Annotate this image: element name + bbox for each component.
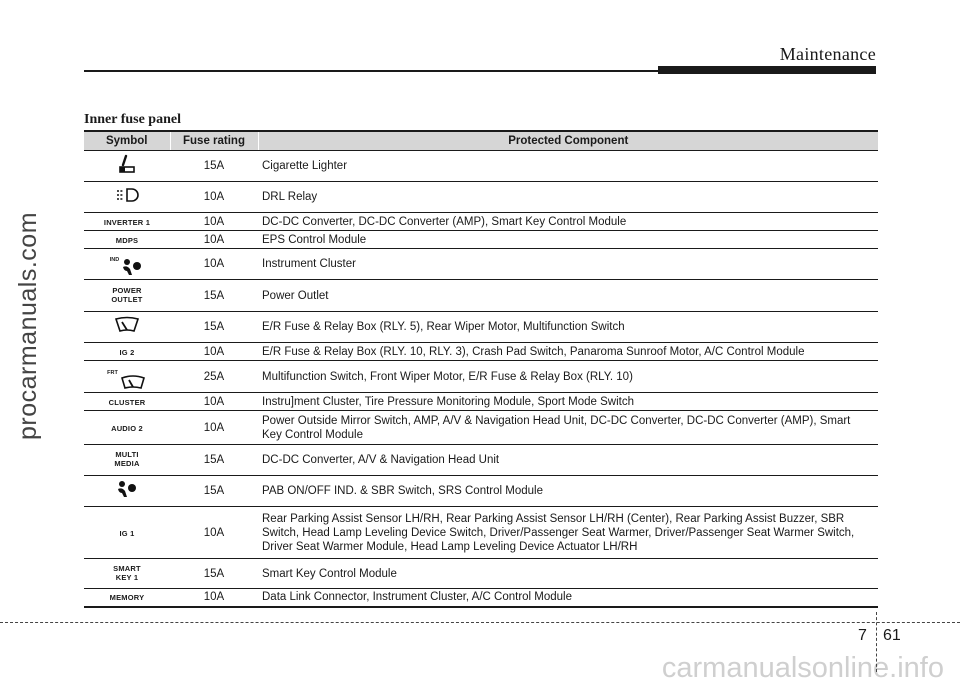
- protected-component-cell: Data Link Connector, Instrument Cluster, A/C Control Module: [258, 589, 878, 607]
- protected-component-cell: DRL Relay: [258, 182, 878, 213]
- fuse-rating-cell: 15A: [170, 445, 258, 476]
- column-header-symbol: Symbol: [84, 131, 170, 151]
- symbol-cell: [84, 445, 170, 476]
- symbol-small-label: IND: [109, 257, 120, 263]
- symbol-label: MULTI MEDIA: [114, 450, 140, 468]
- watermark-left: procarmanuals.com: [14, 211, 42, 440]
- protected-component-cell: Instrument Cluster: [258, 249, 878, 280]
- fuse-rating-cell: 10A: [170, 213, 258, 231]
- fuse-rating-cell: 10A: [170, 343, 258, 361]
- protected-component-cell: PAB ON/OFF IND. & SBR Switch, SRS Control Module: [258, 476, 878, 507]
- symbol-label: MEMORY: [109, 593, 145, 603]
- footer-dashed-line: [0, 622, 960, 623]
- fuse-rating-cell: 10A: [170, 507, 258, 559]
- symbol-cell: [84, 343, 170, 361]
- protected-component-cell: DC-DC Converter, A/V & Navigation Head Unit: [258, 445, 878, 476]
- table-row: [84, 476, 878, 507]
- table-row: [84, 507, 878, 559]
- symbol-cell: [84, 231, 170, 249]
- airbag-icon: [115, 479, 139, 499]
- watermark-bottom: carmanualsonline.info: [661, 652, 944, 684]
- column-header-fuse-rating: Fuse rating: [170, 131, 258, 151]
- table-row: [84, 361, 878, 393]
- table-row: [84, 445, 878, 476]
- symbol-label: SMART KEY 1: [113, 563, 141, 582]
- table-row: [84, 312, 878, 343]
- cigarette-lighter-icon: [114, 152, 140, 176]
- symbol-cell: [84, 393, 170, 411]
- symbol-label: CLUSTER: [108, 397, 146, 407]
- fuse-rating-cell: 15A: [170, 559, 258, 589]
- symbol-label: POWER OUTLET: [111, 285, 143, 304]
- protected-component-cell: E/R Fuse & Relay Box (RLY. 10, RLY. 3), Crash Pad Switch, Panaroma Sunroof Motor, A/C Control Module: [258, 343, 878, 361]
- symbol-label: MDPS: [115, 235, 139, 245]
- front-wiper-icon: [107, 370, 147, 390]
- symbol-cell: [84, 361, 170, 393]
- page-number: 61: [883, 627, 901, 644]
- fuse-rating-cell: 10A: [170, 231, 258, 249]
- protected-component-cell: Instru]ment Cluster, Tire Pressure Monitoring Module, Sport Mode Switch: [258, 393, 878, 411]
- symbol-cell: [84, 280, 170, 312]
- protected-component-cell: Power Outlet: [258, 280, 878, 312]
- table-header-row: [84, 131, 878, 151]
- symbol-cell: [84, 312, 170, 343]
- symbol-label: INVERTER 1: [103, 217, 151, 227]
- table-row: [84, 559, 878, 589]
- section-number: 7: [858, 627, 867, 644]
- symbol-cell: [84, 589, 170, 607]
- fuse-rating-cell: 25A: [170, 361, 258, 393]
- fuse-rating-cell: 15A: [170, 151, 258, 182]
- table-row: [84, 213, 878, 231]
- table-row: [84, 182, 878, 213]
- table-row: [84, 589, 878, 607]
- protected-component-cell: Power Outside Mirror Switch, AMP, A/V & Navigation Head Unit, DC-DC Converter, DC-DC Converter (AMP), Smart Key Control Module: [258, 411, 878, 445]
- protected-component-cell: E/R Fuse & Relay Box (RLY. 5), Rear Wiper Motor, Multifunction Switch: [258, 312, 878, 343]
- table-row: [84, 249, 878, 280]
- symbol-cell: [84, 476, 170, 507]
- table-row: [84, 231, 878, 249]
- rear-wiper-icon: [113, 315, 141, 335]
- fuse-rating-cell: 15A: [170, 476, 258, 507]
- fuse-rating-cell: 10A: [170, 249, 258, 280]
- header-rule-bar: [658, 66, 876, 74]
- symbol-cell: [84, 151, 170, 182]
- symbol-label: AUDIO 2: [111, 423, 143, 433]
- protected-component-cell: Smart Key Control Module: [258, 559, 878, 589]
- protected-component-cell: Rear Parking Assist Sensor LH/RH, Rear Parking Assist Sensor LH/RH (Center), Rear Parking Assist Buzzer, SBR Switch, Head Lamp Leveling Device Switch, Driver/Passenger Seat Warmer, Driver/Passenger Seat Warmer Switch, Driver Seat Warmer Module, Head Lamp Leveling Device Actuator LH/RH: [258, 507, 878, 559]
- symbol-label: IG 2: [119, 347, 135, 357]
- fuse-rating-cell: 10A: [170, 393, 258, 411]
- table-row: [84, 280, 878, 312]
- table-row: [84, 411, 878, 445]
- symbol-label: IG 1: [119, 528, 135, 538]
- symbol-cell: [84, 182, 170, 213]
- header-rule: [84, 70, 660, 72]
- protected-component-cell: Cigarette Lighter: [258, 151, 878, 182]
- protected-component-cell: DC-DC Converter, DC-DC Converter (AMP), Smart Key Control Module: [258, 213, 878, 231]
- symbol-cell: [84, 411, 170, 445]
- airbag-indicator-icon: [110, 257, 144, 277]
- fuse-rating-cell: 15A: [170, 312, 258, 343]
- footer-dashed-divider: [876, 612, 877, 672]
- symbol-small-label: FRT: [107, 369, 118, 376]
- symbol-cell: [84, 213, 170, 231]
- table-row: [84, 343, 878, 361]
- page-header-title: Maintenance: [779, 44, 876, 64]
- protected-component-cell: Multifunction Switch, Front Wiper Motor, E/R Fuse & Relay Box (RLY. 10): [258, 361, 878, 393]
- symbol-cell: [84, 249, 170, 280]
- fuse-table-body: [84, 151, 878, 607]
- drl-lamp-icon: [113, 185, 141, 205]
- fuse-rating-cell: 15A: [170, 280, 258, 312]
- table-row: [84, 393, 878, 411]
- protected-component-cell: EPS Control Module: [258, 231, 878, 249]
- fuse-table: [84, 130, 878, 608]
- section-title: Inner fuse panel: [84, 112, 181, 127]
- column-header-protected-component: Protected Component: [258, 131, 878, 151]
- symbol-cell: [84, 507, 170, 559]
- symbol-cell: [84, 559, 170, 589]
- table-row: [84, 151, 878, 182]
- fuse-rating-cell: 10A: [170, 182, 258, 213]
- fuse-rating-cell: 10A: [170, 411, 258, 445]
- fuse-rating-cell: 10A: [170, 589, 258, 607]
